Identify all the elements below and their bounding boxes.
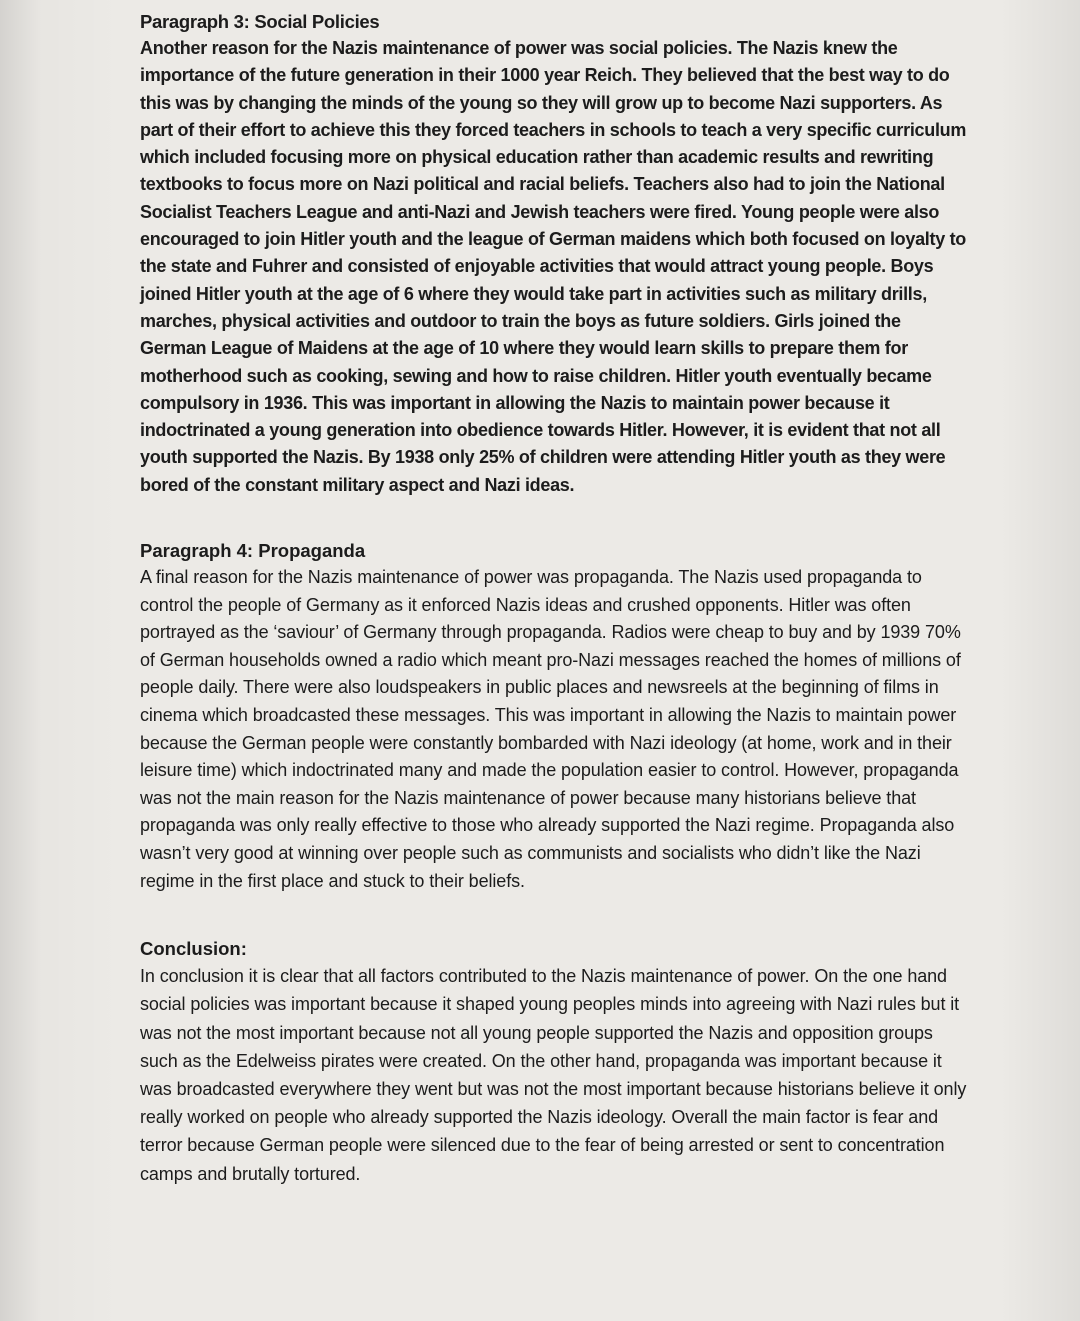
document-body: [140, 8, 970, 1226]
section-paragraph: A final reason for the Nazis maintenance of power was propaganda. The Nazis used propaganda to control the people of Germany as it enforced Nazis ideas and crushed opponents. Hitler was often portrayed as the ‘saviour’ of Germany through propaganda. Radios were cheap to buy and by 1939 70% of German households owned a radio which meant pro-Nazi messages reached the homes of millions of people daily. There were also loudspeakers in public places and newsreels at the beginning of films in cinema which broadcasted these messages. This was important in allowing the Nazis to maintain power because the German people were constantly bombarded with Nazi ideology (at home, work and in their leisure time) which indoctrinated many and made the population easier to control. However, propaganda was not the main reason for the Nazis maintenance of power because many historians believe that propaganda was only really effective to those who already supported the Nazi regime. Propaganda also wasn’t very good at winning over people such as communists and socialists who didn’t like the Nazi regime in the first place and stuck to their beliefs.: [140, 567, 961, 891]
section-conclusion: [140, 935, 970, 1188]
section-heading: Paragraph 4: Propaganda: [140, 540, 366, 562]
section-heading: Conclusion:: [140, 938, 247, 960]
section-social-policies: [140, 8, 970, 499]
section-propaganda: [140, 537, 970, 895]
section-paragraph: In conclusion it is clear that all factors contributed to the Nazis maintenance of power. On the one hand social policies was important because it shaped young peoples minds into agreeing with Nazi rules but it was not the most important because not all young people supported the Nazis and opposition groups such as the Edelweiss pirates were created. On the other hand, propaganda was important because it was broadcasted everywhere they went but was not the most important because historians believe it only really worked on people who already supported the Nazis ideology. Overall the main factor is fear and terror because German people were silenced due to the fear of being arrested or sent to concentration camps and brutally tortured.: [140, 966, 967, 1184]
section-paragraph: Another reason for the Nazis maintenance of power was social policies. The Nazis knew the importance of the future generation in their 1000 year Reich. They believed that the best way to do this was by changing the minds of the young so they will grow up to become Nazi supporters. As part of their effort to achieve this they forced teachers in schools to teach a very specific curriculum which included focusing more on physical education rather than academic results and rewriting textbooks to focus more on Nazi political and racial beliefs. Teachers also had to join the National Socialist Teachers League and anti-Nazi and Jewish teachers were fired. Young people were also encouraged to join Hitler youth and the league of German maidens which both focused on loyalty to the state and Fuhrer and consisted of enjoyable activities that would attract young people. Boys joined Hitler youth at the age of 6 where they would take part in activities such as military drills, marches, physical activities and outdoor to train the boys as future soldiers. Girls joined the German League of Maidens at the age of 10 where they would learn skills to prepare them for motherhood such as cooking, sewing and how to raise children. Hitler youth eventually became compulsory in 1936. This was important in allowing the Nazis to maintain power because it indoctrinated a young generation into obedience towards Hitler. However, it is evident that not all youth supported the Nazis. By 1938 only 25% of children were attending Hitler youth as they were bored of the constant military aspect and Nazi ideas.: [140, 38, 967, 495]
section-heading: Paragraph 3: Social Policies: [140, 11, 380, 32]
